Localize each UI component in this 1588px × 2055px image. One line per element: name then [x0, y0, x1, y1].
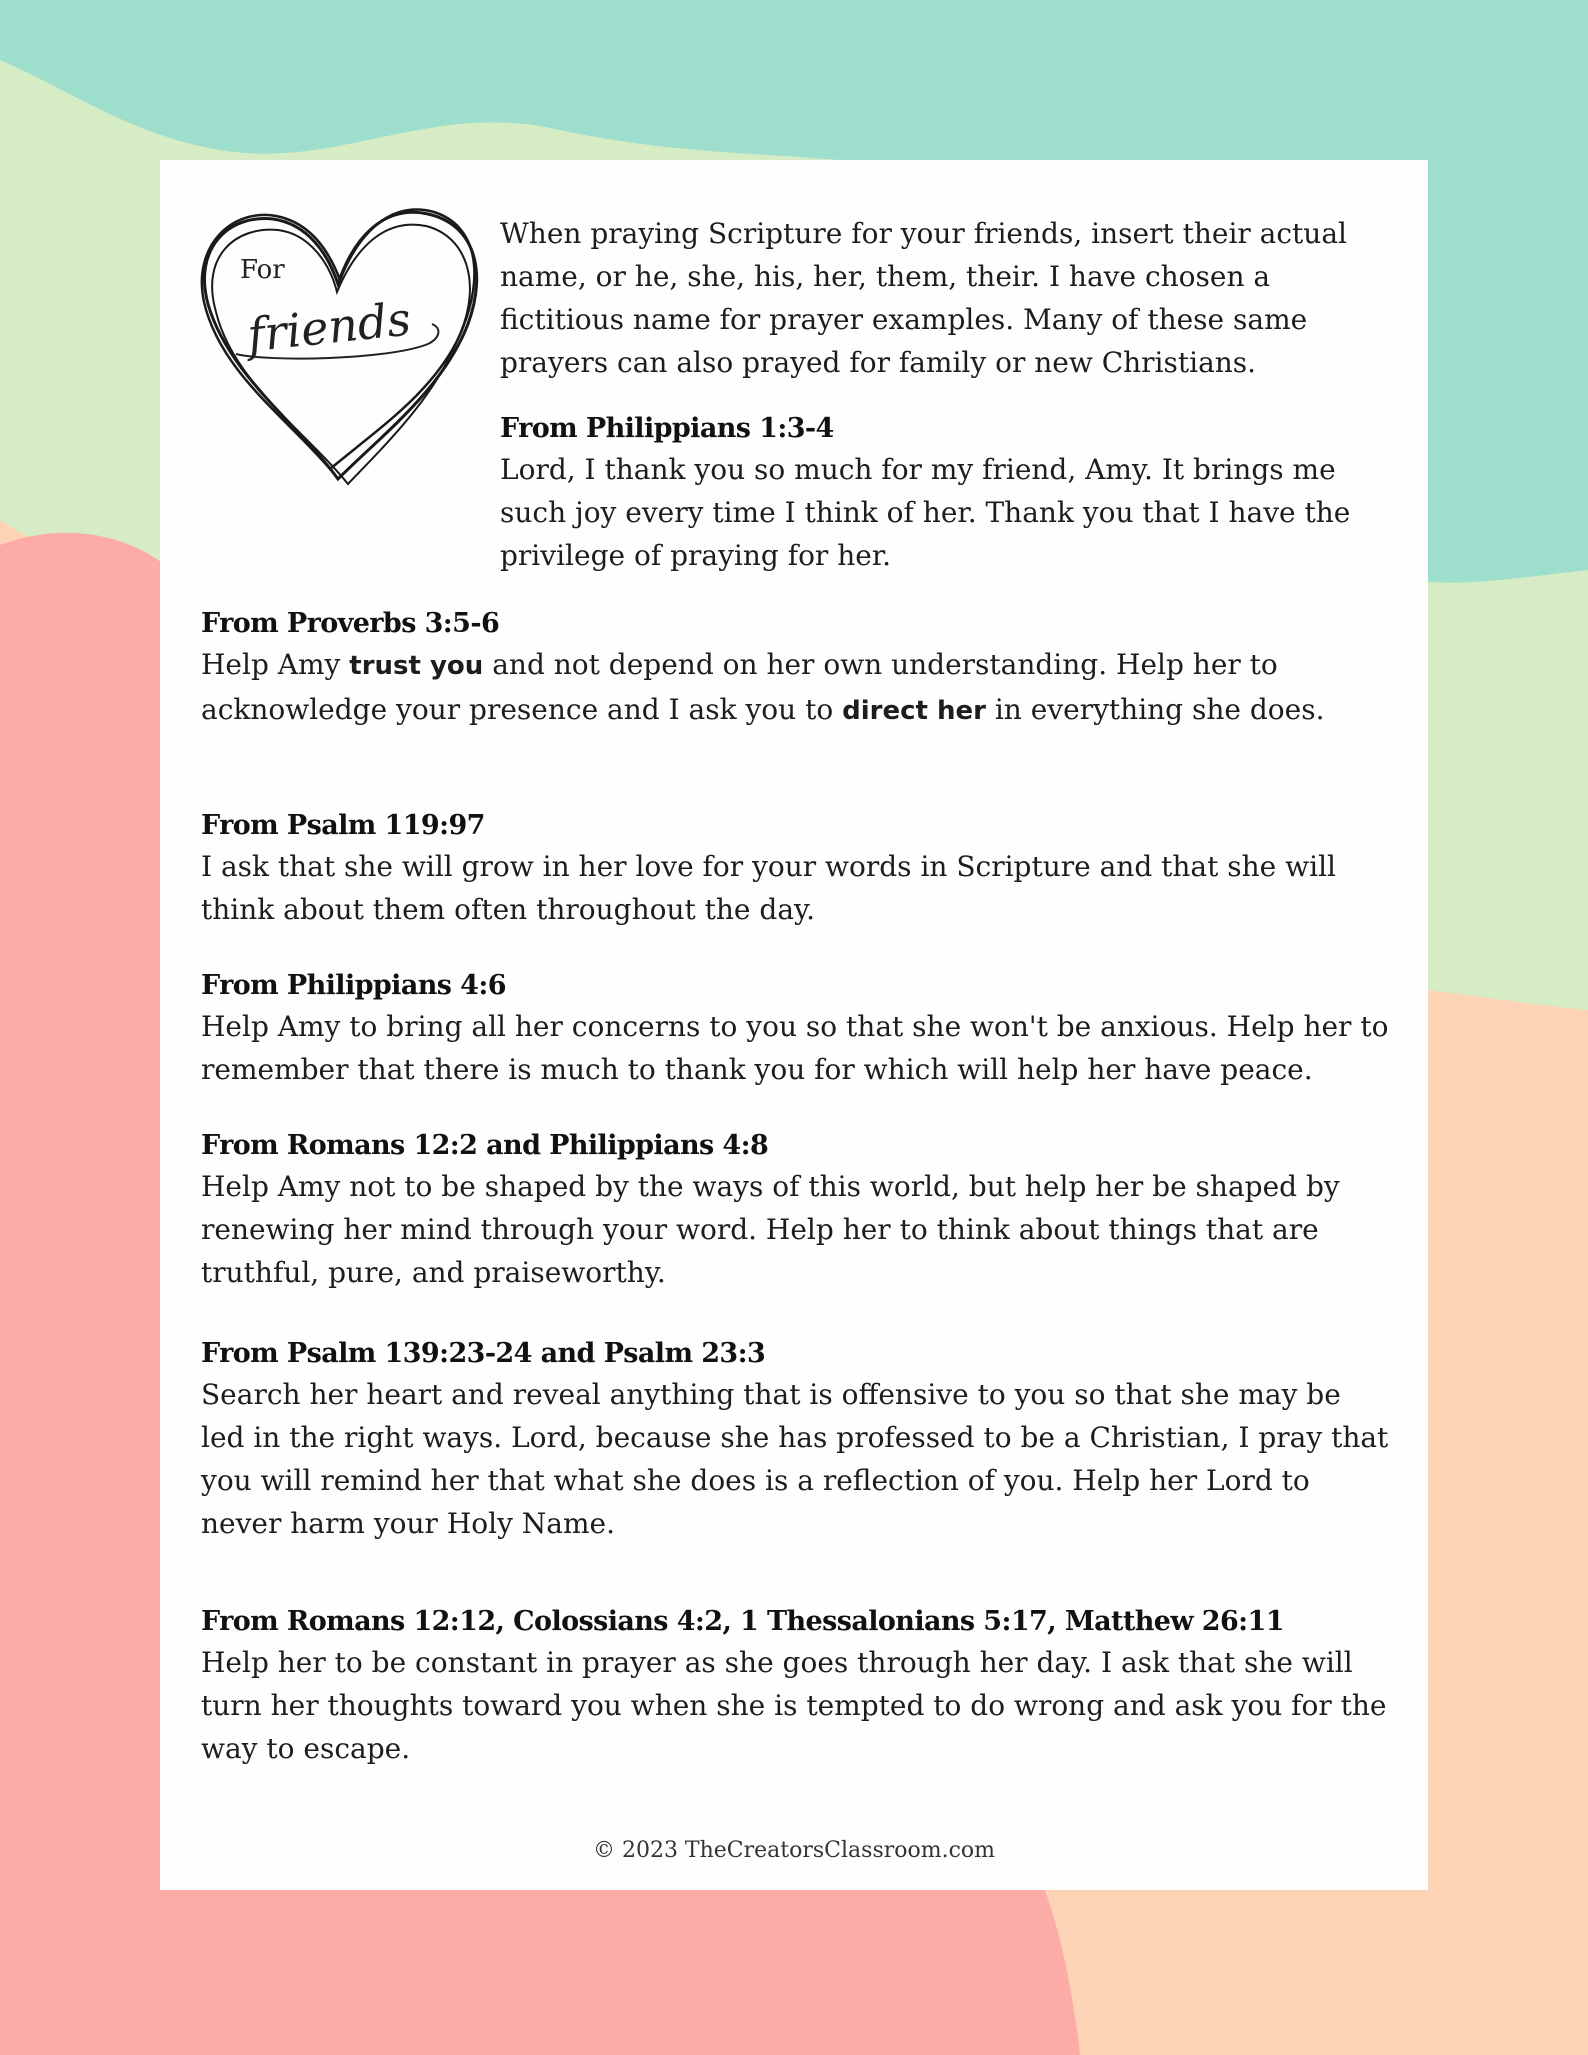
section-philippians-1 — [500, 410, 1380, 577]
section-text: Lord, I thank you so much for my friend, Amy. It brings me such joy every time I think of her. Thank you that I have the privilege of praying for her. — [500, 453, 1351, 572]
prayer-card — [160, 160, 1428, 1890]
section-heading: From Proverbs 3:5-6 — [201, 608, 500, 639]
section-psalm-139 — [201, 1335, 1391, 1545]
section-philippians-4 — [201, 967, 1391, 1091]
heart-script-word: friends — [244, 291, 414, 363]
intro-paragraph: When praying Scripture for your friends, insert their actual name, or he, she, his, her, them, their. I have chosen a fictitious name for prayer examples. Many of these same prayers can also prayed for family or new Christians. — [500, 217, 1347, 379]
heart-small-word: For — [240, 255, 285, 285]
emphasis-text: trust you — [349, 651, 484, 681]
section-text: Search her heart and reveal anything that is offensive to you so that she may be led in the right ways. Lord, because she has professed to be a Christian, I pray that you will remind her that what she does is a reflection of you. Help her Lord to never harm your Holy Name. — [201, 1378, 1389, 1540]
section-heading: From Psalm 119:97 — [201, 810, 485, 841]
heart-icon — [188, 184, 488, 514]
section-heading: From Romans 12:12, Colossians 4:2, 1 Thessalonians 5:17, Matthew 26:11 — [201, 1606, 1284, 1637]
section-heading: From Psalm 139:23-24 and Psalm 23:3 — [201, 1338, 766, 1369]
section-text: Help Amy to bring all her concerns to you so that she won't be anxious. Help her to remember that there is much to thank you for which will help her have peace. — [201, 1010, 1389, 1086]
section-text: Help her to be constant in prayer as she goes through her day. I ask that she will turn her thoughts toward you when she is tempted to do wrong and ask you for the way to escape. — [201, 1646, 1387, 1765]
emphasis-text: direct her — [842, 696, 986, 726]
section-psalm-119 — [201, 807, 1391, 931]
intro-text-block — [500, 212, 1380, 384]
section-proverbs — [201, 605, 1391, 733]
section-heading: From Philippians 4:6 — [201, 970, 506, 1001]
copyright-footer: © 2023 TheCreatorsClassroom.com — [592, 1838, 996, 1863]
section-romans-colossians — [201, 1603, 1391, 1770]
section-romans-12 — [201, 1127, 1391, 1294]
section-text: I ask that she will grow in her love for your words in Scripture and that she will think about them often throughout the day. — [201, 850, 1336, 926]
section-heading: From Philippians 1:3-4 — [500, 413, 834, 444]
section-text: Help Amy not to be shaped by the ways of this world, but help her be shaped by renewing her mind through your word. Help her to think about things that are truthful, pure, and praiseworthy. — [201, 1170, 1340, 1289]
section-text: Help Amy trust you and not depend on her own understanding. Help her to acknowledge your presence and I ask you to direct her in everything she does. — [201, 648, 1325, 726]
section-heading: From Romans 12:2 and Philippians 4:8 — [201, 1130, 769, 1161]
